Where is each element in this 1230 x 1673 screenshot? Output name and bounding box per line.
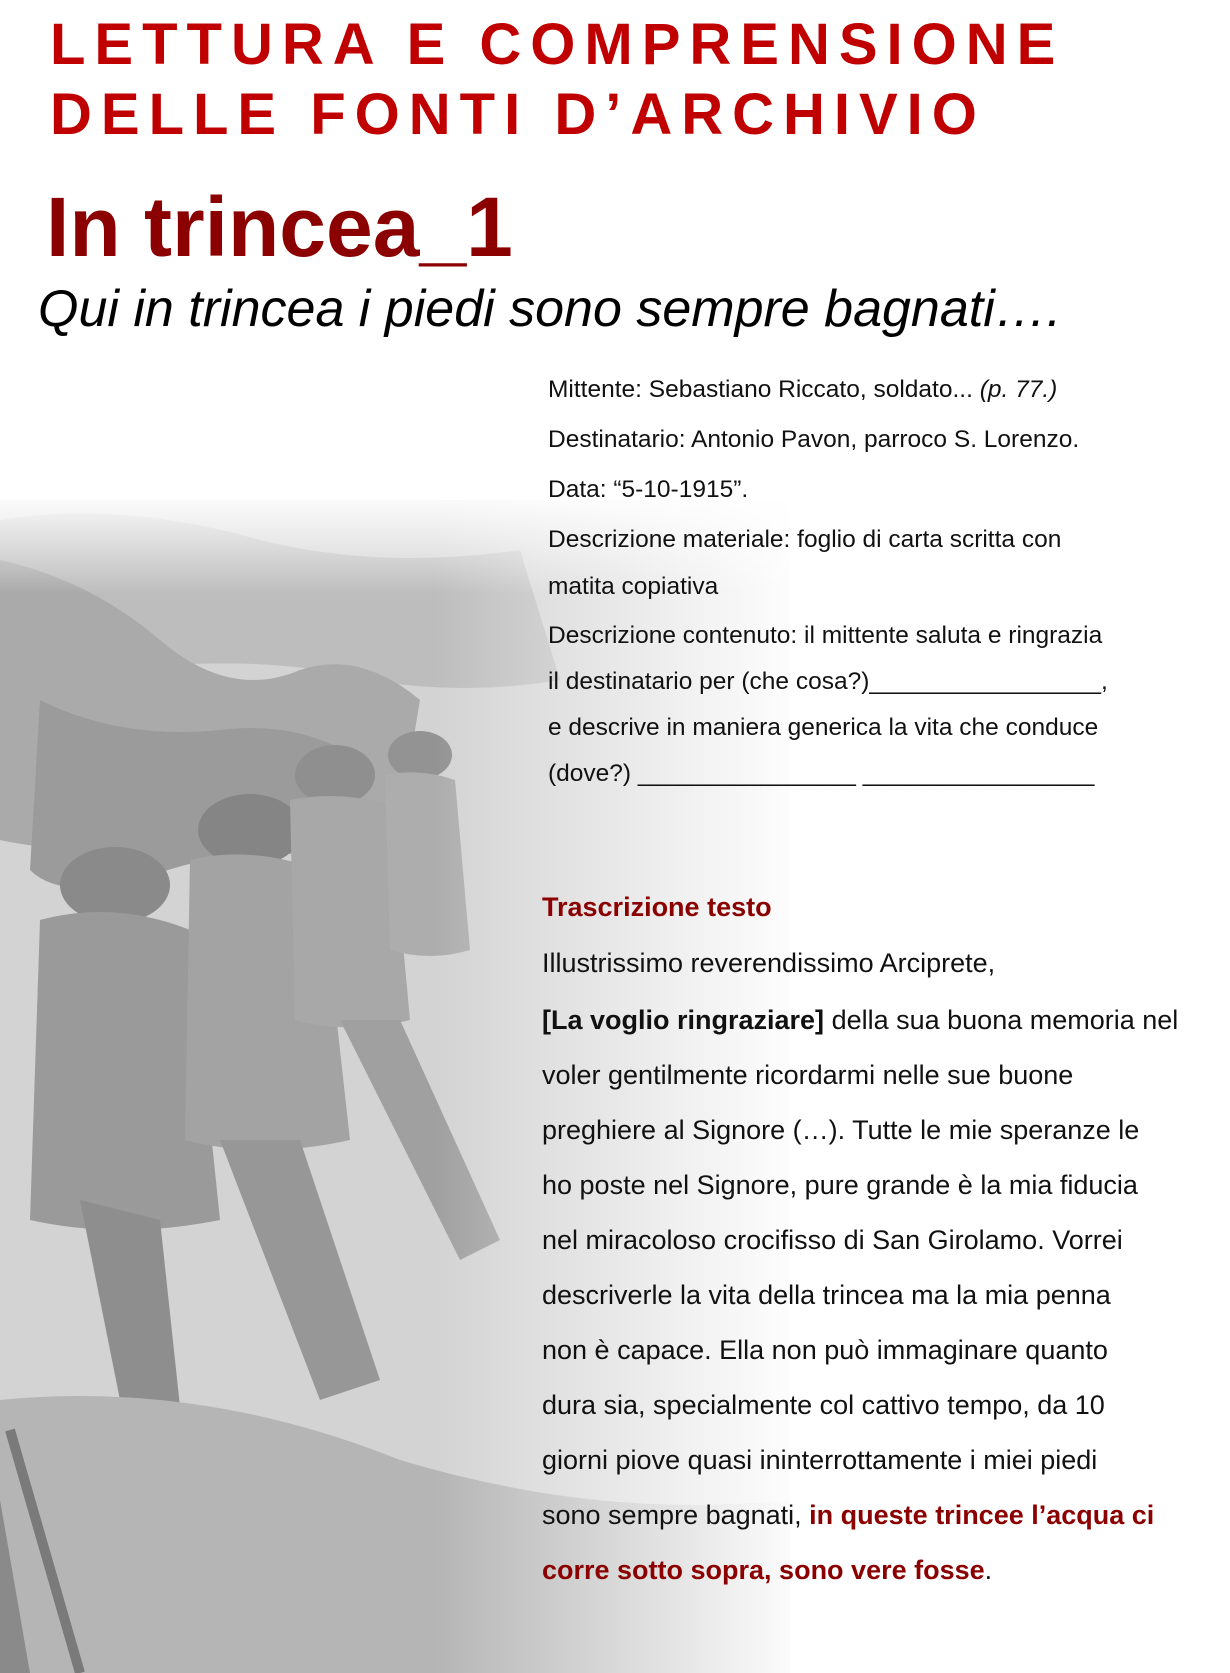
transcription-line: descriverle la vita della trincea ma la mia penna — [542, 1280, 1111, 1310]
info-descrizione-contenuto-4: (dove?) ________________ _________________ — [548, 760, 1095, 787]
transcription-line: dura sia, specialmente col cattivo tempo, da 10 — [542, 1390, 1105, 1420]
transcription-line: preghiere al Signore (…). Tutte le mie speranze le — [542, 1115, 1140, 1145]
info-descrizione-contenuto-3: e descrive in maniera generica la vita che conduce — [548, 714, 1099, 741]
page-title: In trincea_1 — [46, 180, 513, 274]
transcription-line: non è capace. Ella non può immaginare quanto — [542, 1335, 1108, 1365]
page-subtitle: Qui in trincea i piedi sono sempre bagnati…. — [38, 280, 1062, 338]
info-descrizione-materiale: Descrizione materiale: foglio di carta scritta con — [548, 526, 1062, 553]
transcription-heading: Trascrizione testo — [542, 892, 772, 922]
header-line-1: LETTURA E COMPRENSIONE — [50, 12, 1065, 77]
transcription-line: nel miracoloso crocifisso di San Girolamo. Vorrei — [542, 1225, 1123, 1255]
info-destinatario: Destinatario: Antonio Pavon, parroco S. Lorenzo. — [548, 426, 1080, 453]
transcription-line: voler gentilmente ricordarmi nelle sue buone — [542, 1060, 1074, 1090]
transcription-line: sono sempre bagnati, in queste trincee l’acqua ci — [542, 1500, 1155, 1530]
info-data: Data: “5-10-1915”. — [548, 476, 749, 503]
transcription-salutation: Illustrissimo reverendissimo Arciprete, — [542, 948, 996, 978]
transcription-line: corre sotto sopra, sono vere fosse. — [542, 1555, 993, 1585]
info-descrizione-contenuto-2: il destinatario per (che cosa?)_________________, — [548, 668, 1108, 695]
transcription-line: [La voglio ringraziare] della sua buona memoria nel — [542, 1005, 1179, 1035]
info-mittente: Mittente: Sebastiano Riccato, soldato... (p. 77.) — [548, 376, 1058, 403]
transcription-line: ho poste nel Signore, pure grande è la mia fiducia — [542, 1170, 1138, 1200]
header-line-2: DELLE FONTI D’ARCHIVIO — [50, 82, 986, 147]
info-descrizione-contenuto: Descrizione contenuto: il mittente saluta e ringrazia — [548, 622, 1103, 649]
info-descrizione-materiale-cont: matita copiativa — [548, 573, 719, 600]
transcription-line: giorni piove quasi ininterrottamente i miei piedi — [542, 1445, 1098, 1475]
